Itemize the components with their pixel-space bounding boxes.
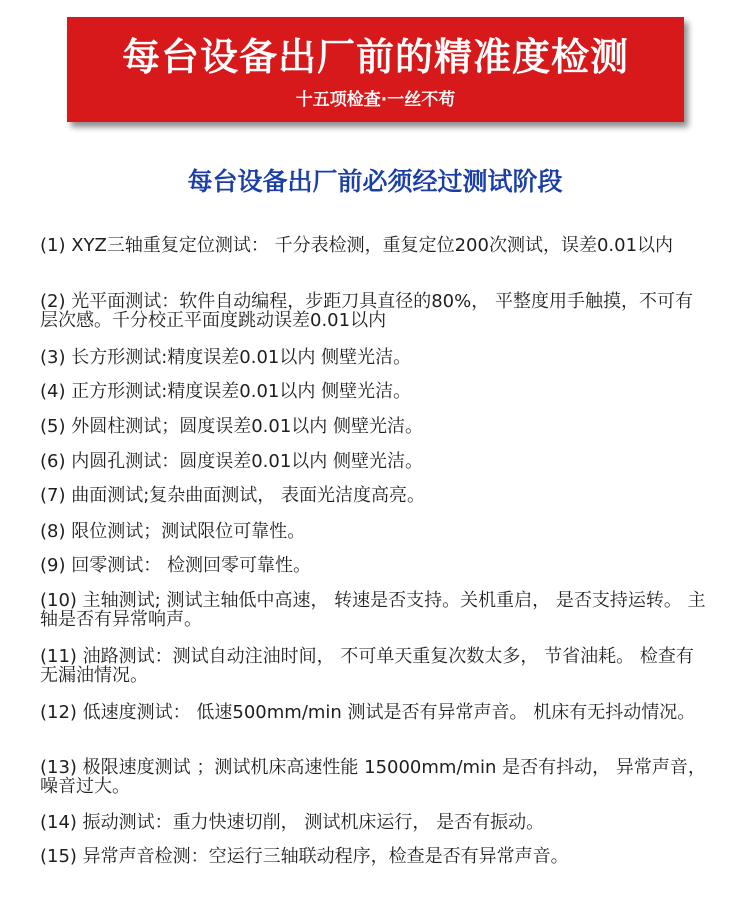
test-item-13: (13) 极限速度测试 ；测试机床高速性能 15000mm/min 是否有抖动， 异常声音， 噪音过大。 — [40, 757, 706, 797]
test-item-9: (9) 回零测试： 检测回零可靠性。 — [40, 555, 311, 576]
test-item-14: (14) 振动测试：重力快速切削， 测试机床运行， 是否有振动。 — [40, 812, 545, 833]
test-item-2: (2) 光平面测试：软件自动编程，步距刀具直径的80%， 平整度用手触摸，不可有层次感。千分校正平面度跳动误差0.01以内 — [40, 291, 693, 331]
test-item-1: (1) XYZ三轴重复定位测试： 千分表检测，重复定位200次测试，误差0.01以内 — [40, 235, 674, 256]
test-item-7: (7) 曲面测试;复杂曲面测试， 表面光洁度高亮。 — [40, 485, 426, 506]
test-item-3: (3) 长方形测试:精度误差0.01以内 侧壁光洁。 — [40, 347, 412, 368]
banner-title: 每台设备出厂前的精准度检测 — [121, 35, 629, 79]
test-item-12: (12) 低速度测试： 低速500mm/min 测试是否有异常声音。 机床有无抖动情况。 — [40, 702, 696, 723]
title-banner — [67, 17, 684, 122]
test-item-15: (15) 异常声音检测：空运行三轴联动程序，检查是否有异常声音。 — [40, 846, 569, 867]
test-item-8: (8) 限位测试；测试限位可靠性。 — [40, 521, 306, 542]
section-heading: 每台设备出厂前必须经过测试阶段 — [187, 167, 563, 196]
test-item-6: (6) 内圆孔测试：圆度误差0.01以内 侧壁光洁。 — [40, 451, 424, 472]
banner-subtitle: 十五项检查·一丝不苟 — [295, 90, 456, 110]
test-item-4: (4) 正方形测试:精度误差0.01以内 侧壁光洁。 — [40, 381, 412, 402]
test-item-5: (5) 外圆柱测试；圆度误差0.01以内 侧壁光洁。 — [40, 416, 424, 437]
test-item-10: (10) 主轴测试; 测试主轴低中高速， 转速是否支持。关机重启， 是否支持运转。 主轴是否有异常响声。 — [40, 590, 706, 630]
test-item-11: (11) 油路测试：测试自动注油时间， 不可单天重复次数太多， 节省油耗。 检查有无漏油情况。 — [40, 646, 694, 686]
